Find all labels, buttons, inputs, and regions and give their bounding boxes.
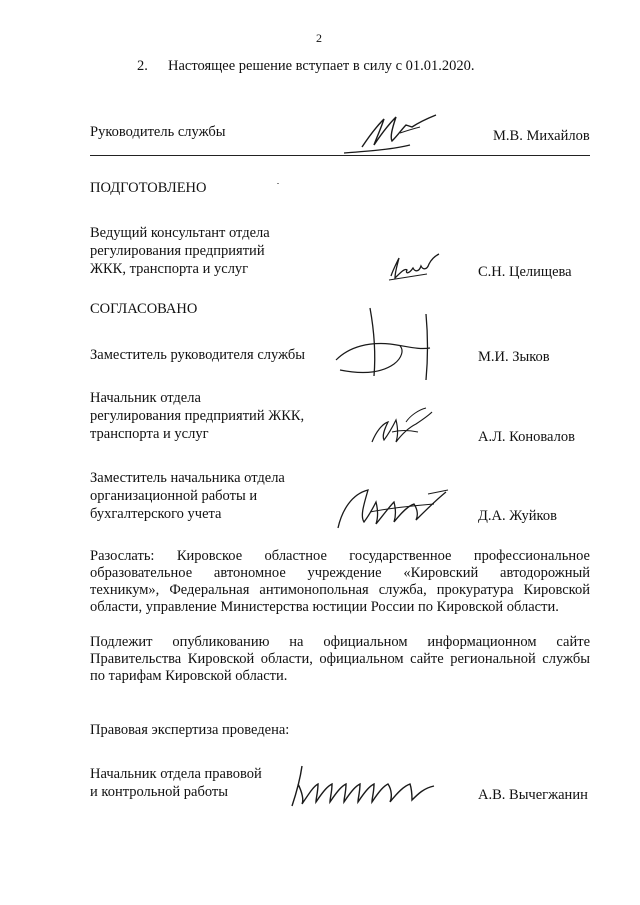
head-title: Руководитель службы xyxy=(90,124,226,140)
publication-paragraph: Подлежит опубликованию на официальном информационном сайте Правительства Кировской области, официальном сайте региональной службы по тарифам Кировской области. xyxy=(90,634,590,684)
head-signature xyxy=(340,105,450,160)
expertise-note: Правовая экспертиза проведена: xyxy=(90,722,290,738)
agreed-position-3-line: бухгалтерского учета xyxy=(90,506,222,522)
agreed-name-3: Д.А. Жуйков xyxy=(478,508,557,524)
agreed-name-1: М.И. Зыков xyxy=(478,349,550,365)
agreed-signature-2 xyxy=(366,402,436,450)
agreed-position-2-line: Начальник отдела xyxy=(90,390,201,406)
agreed-position-2-line: регулирования предприятий ЖКК, xyxy=(90,408,305,424)
page-number: 2 xyxy=(316,31,322,45)
legal-name: А.В. Вычегжанин xyxy=(478,787,588,803)
distribution-paragraph: Разослать: Кировское областное государственное профессиональное образовательное автономное учреждение «Кировский автодорожный техникум», Федеральная антимонопольная служба, прокуратура Кировской области, управление Министерства юстиции России по Кировской области. xyxy=(90,548,590,615)
prepared-position-line: регулирования предприятий xyxy=(90,243,265,259)
agreed-signature-1 xyxy=(330,300,450,390)
clause-text: Настоящее решение вступает в силу с 01.01.2020. xyxy=(168,58,475,74)
head-name: М.В. Михайлов xyxy=(493,128,590,144)
legal-signature xyxy=(288,762,438,812)
scan-dot xyxy=(277,183,279,184)
agreed-name-2: А.Л. Коновалов xyxy=(478,429,575,445)
prepared-position-line: ЖКК, транспорта и услуг xyxy=(90,261,249,277)
prepared-name: С.Н. Целищева xyxy=(478,264,572,280)
agreed-heading: СОГЛАСОВАНО xyxy=(90,301,198,317)
agreed-position-2-line: транспорта и услуг xyxy=(90,426,209,442)
agreed-position-1: Заместитель руководителя службы xyxy=(90,347,306,363)
clause-number: 2. xyxy=(137,58,148,74)
legal-position-line: Начальник отдела правовой xyxy=(90,766,262,782)
prepared-signature xyxy=(385,250,445,285)
header-divider xyxy=(90,155,590,156)
agreed-signature-3 xyxy=(330,480,460,535)
legal-position-line: и контрольной работы xyxy=(90,784,228,800)
prepared-position-line: Ведущий консультант отдела xyxy=(90,225,270,241)
agreed-position-3-line: Заместитель начальника отдела xyxy=(90,470,285,486)
agreed-position-3-line: организационной работы и xyxy=(90,488,258,504)
prepared-heading: ПОДГОТОВЛЕНО xyxy=(90,180,207,196)
